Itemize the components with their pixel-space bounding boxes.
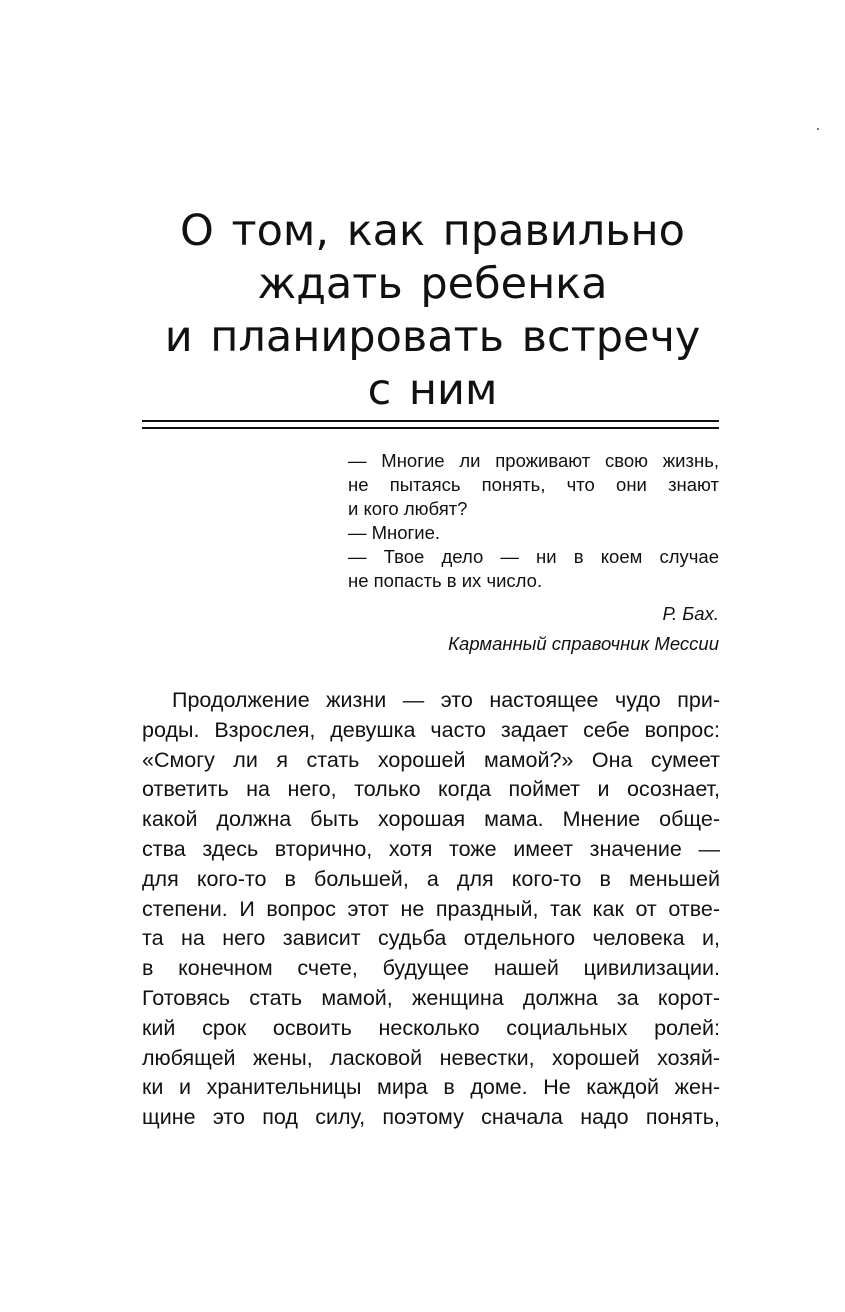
chapter-title-line: с ним (367, 365, 498, 415)
body-line: та на него зависит судьба отдельного человека и, (142, 926, 720, 951)
epigraph-author: Р. Бах. (662, 603, 719, 624)
epigraph-line: не пытаясь понять, что они знают (348, 474, 719, 495)
body-line: щине это под силу, поэтому сначала надо понять, (142, 1105, 720, 1130)
epigraph-line: — Многие ли проживают свою жизнь, (348, 450, 719, 471)
epigraph-line: не попасть в их число. (348, 570, 543, 591)
title-divider-bottom (142, 427, 719, 429)
body-line: ки и хранительницы мира в доме. Не каждой жен- (142, 1075, 720, 1100)
body-line: для кого-то в большей, а для кого-то в меньшей (142, 866, 720, 891)
body-line: «Смогу ли я стать хорошей мамой?» Она сумеет (142, 747, 720, 772)
print-speck (817, 128, 819, 130)
chapter-title-line: О том, как правильно (180, 206, 685, 256)
chapter-title (100, 205, 765, 417)
epigraph (348, 449, 719, 593)
body-line: ства здесь вторично, хотя тоже имеет значение — (142, 836, 720, 861)
body-line: в конечном счете, будущее нашей цивилизации. (142, 956, 720, 981)
body-line: Продолжение жизни — это настоящее чудо при- (172, 688, 720, 712)
chapter-title-line: и планировать встречу (164, 312, 701, 362)
body-line: любящей жены, ласковой невестки, хорошей хозяй- (142, 1045, 720, 1070)
body-line: какой должна быть хорошая мама. Мнение обще- (142, 807, 720, 832)
body-line: ответить на него, только когда поймет и осознает, (142, 777, 720, 802)
body-line: кий срок освоить несколько социальных ролей: (142, 1015, 720, 1040)
body-line: степени. И вопрос этот не праздный, так как от отве- (142, 896, 720, 921)
title-divider-top (142, 420, 719, 422)
epigraph-attribution (319, 599, 719, 659)
body-line: Готовясь стать мамой, женщина должна за корот- (142, 985, 720, 1010)
chapter-title-line: ждать ребенка (257, 259, 608, 309)
epigraph-source: Карманный справочник Мессии (448, 633, 719, 654)
epigraph-line: и кого любят? (348, 498, 468, 519)
body-line: роды. Взрослея, девушка часто задает себе вопрос: (142, 717, 720, 742)
body-paragraph (142, 686, 720, 1133)
epigraph-line: — Твое дело — ни в коем случае (348, 546, 719, 567)
epigraph-line: — Многие. (348, 522, 441, 543)
